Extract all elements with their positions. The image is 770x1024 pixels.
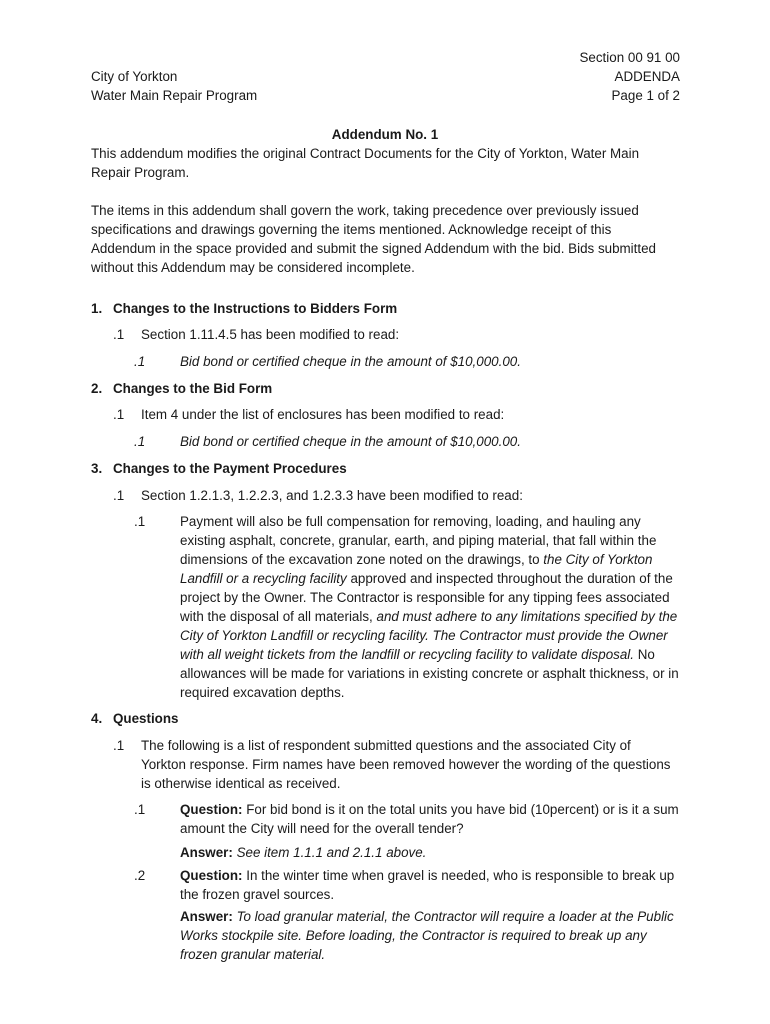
answer-2-prefix: Answer: bbox=[180, 909, 233, 924]
payment-text-1: Payment will also be full compensation for removing, loading, and hauling any existing asphalt, concrete, granular, earth, and piping material, that fall within the dimensions of the excavation zone noted on the drawings, to bbox=[180, 514, 657, 567]
payment-text-3: approved and inspected throughout the duration of the project by the Owner. The Contractor is responsible for any tipping fees associated with the disposal of all materials, bbox=[180, 571, 673, 624]
section-number: Section 00 91 00 bbox=[579, 50, 680, 65]
question-2-text: In the winter time when gravel is needed, who is responsible to break up the frozen gravel sources. bbox=[180, 868, 675, 902]
question-1-text: For bid bond is it on the total units you have bid (10percent) or is it a sum amount the City will need for the overall tender? bbox=[180, 802, 679, 836]
section-4-heading bbox=[91, 709, 178, 728]
payment-text-2: the City of Yorkton Landfill or a recycling facility bbox=[180, 552, 653, 586]
section-4-item-label: .1 bbox=[113, 738, 125, 753]
document-type: ADDENDA bbox=[614, 69, 680, 84]
section-2-item-label: .1 bbox=[113, 407, 125, 422]
section-2-item-text: Item 4 under the list of enclosures has been modified to read: bbox=[141, 407, 505, 422]
instructions-paragraph: The items in this addendum shall govern the work, taking precedence over previously issued specifications and drawings governing the items mentioned. Acknowledge receipt of this Addendum in the space provided and submit the signed Addendum with the bid. Bids submitted without this Addendum may be considered incomplete. bbox=[91, 203, 656, 275]
section-4-item-text: The following is a list of respondent submitted questions and the associated City of Yorkton response. Firm names have been removed however the wording of the questions is otherwise identical as received. bbox=[141, 738, 671, 791]
section-3-heading bbox=[91, 459, 347, 478]
section-1-item-label: .1 bbox=[113, 327, 125, 342]
section-1-title: Changes to the Instructions to Bidders Form bbox=[113, 301, 398, 316]
section-3-item-label: .1 bbox=[113, 488, 125, 503]
question-1-prefix: Question: bbox=[180, 802, 243, 817]
section-3-sub-label: .1 bbox=[134, 514, 146, 529]
section-4-title: Questions bbox=[113, 711, 179, 726]
section-3-number: 3. bbox=[91, 461, 103, 476]
payment-text-5: No allowances will be made for variations in existing concrete or asphalt thickness, or in required excavation depths. bbox=[180, 647, 679, 700]
answer-1-prefix: Answer: bbox=[180, 845, 233, 860]
question-1 bbox=[180, 800, 680, 838]
answer-2-text: To load granular material, the Contractor will require a loader at the Public Works stockpile site. Before loading, the Contractor is required to break up any frozen granular material. bbox=[180, 909, 674, 962]
payment-text-4: and must adhere to any limitations specified by the City of Yorkton Landfill or recycling facility. The Contractor must provide the Owner with all weight tickets from the landfill or recycling facility to validate disposal. bbox=[180, 609, 678, 662]
answer-2 bbox=[180, 907, 680, 964]
intro-paragraph: This addendum modifies the original Contract Documents for the City of Yorkton, Water Main Repair Program. bbox=[91, 146, 640, 180]
section-1-number: 1. bbox=[91, 301, 103, 316]
section-1-sub-text: Bid bond or certified cheque in the amount of $10,000.00. bbox=[180, 354, 521, 369]
section-2-number: 2. bbox=[91, 381, 103, 396]
section-2-sub-label: .1 bbox=[134, 434, 146, 449]
addendum-title: Addendum No. 1 bbox=[331, 127, 439, 142]
answer-1-text: See item 1.1.1 and 2.1.1 above. bbox=[232, 845, 427, 860]
question-2 bbox=[180, 866, 680, 904]
section-1-sub-label: .1 bbox=[134, 354, 146, 369]
answer-1 bbox=[180, 843, 680, 862]
section-2-sub-text: Bid bond or certified cheque in the amount of $10,000.00. bbox=[180, 434, 521, 449]
section-1-item-text: Section 1.11.4.5 has been modified to read: bbox=[141, 327, 400, 342]
program-name: Water Main Repair Program bbox=[91, 88, 258, 103]
section-1-heading bbox=[91, 299, 397, 318]
section-4-number: 4. bbox=[91, 711, 103, 726]
question-2-label: .2 bbox=[134, 868, 146, 883]
header-left bbox=[91, 67, 257, 105]
question-2-prefix: Question: bbox=[180, 868, 243, 883]
section-2-heading bbox=[91, 379, 272, 398]
section-3-item-text: Section 1.2.1.3, 1.2.2.3, and 1.2.3.3 have been modified to read: bbox=[141, 488, 523, 503]
section-3-title: Changes to the Payment Procedures bbox=[113, 461, 347, 476]
header-right bbox=[579, 48, 680, 105]
city-name: City of Yorkton bbox=[91, 69, 178, 84]
section-2-title: Changes to the Bid Form bbox=[113, 381, 273, 396]
page-number: Page 1 of 2 bbox=[611, 88, 680, 103]
question-1-label: .1 bbox=[134, 802, 146, 817]
payment-paragraph bbox=[180, 512, 680, 702]
